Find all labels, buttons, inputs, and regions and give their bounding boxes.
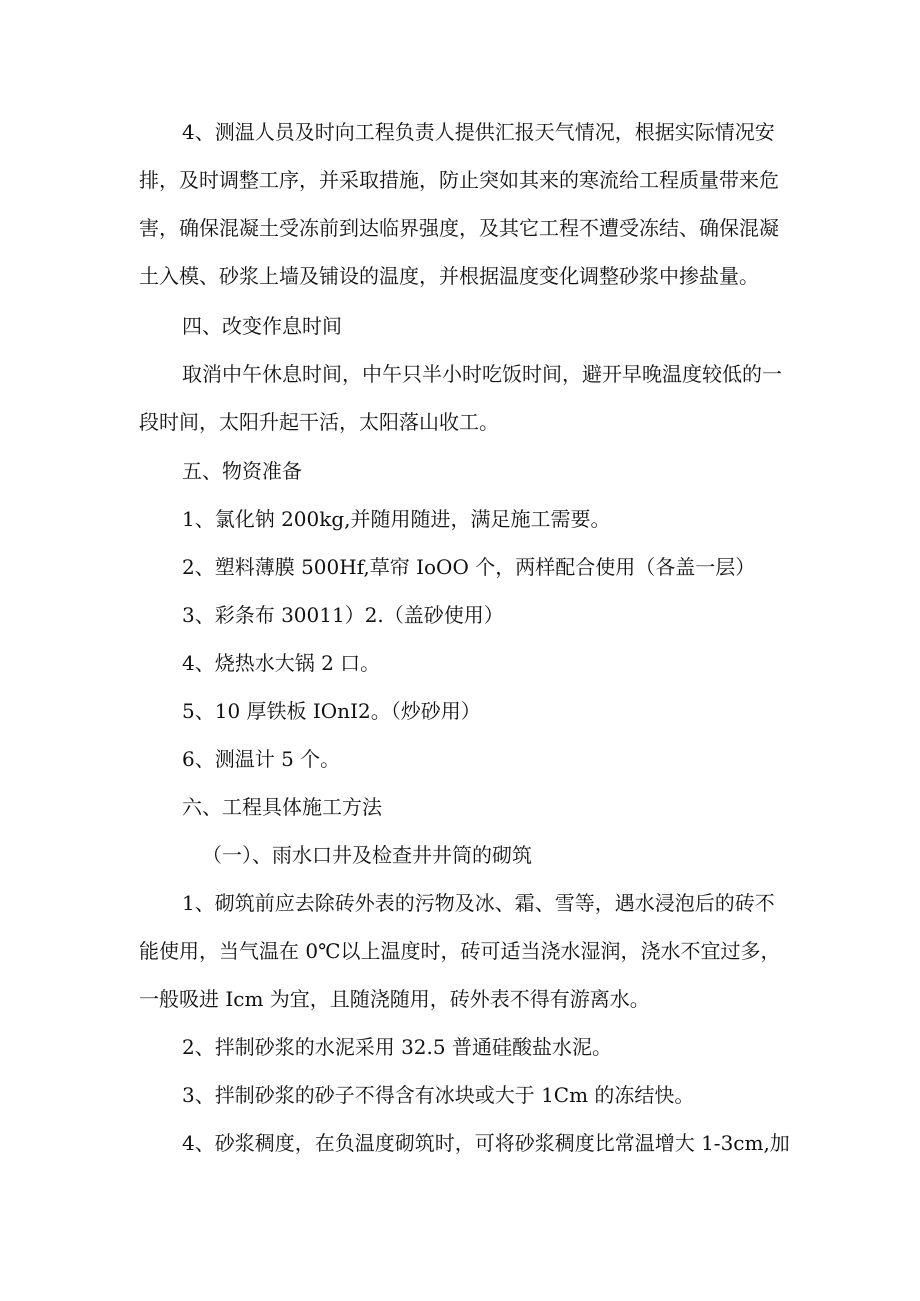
text-line: 3、拌制砂浆的砂子不得含有冰块或大于 1Cm 的冻结快。 <box>182 1083 695 1107</box>
list-item-material-5 <box>0 687 920 735</box>
list-item-material-4 <box>0 639 920 687</box>
text-line: 排，及时调整工序，并采取措施，防止突如其来的寒流给工程质量带来危 <box>139 168 779 192</box>
text-line: 一般吸进 Icm 为宜，且随浇随用，砖外表不得有游离水。 <box>139 987 650 1011</box>
text-line: 段时间，太阳升起干活，太阳落山收工。 <box>139 410 499 434</box>
text-line: 3、彩条布 30011）2.（盖砂使用） <box>182 603 504 627</box>
text-line: 2、塑料薄膜 500Hf,草帘 IoOO 个，两样配合使用（各盖一层） <box>182 555 756 579</box>
text-line: 5、10 厚铁板 IOnI2。（炒砂用） <box>182 699 481 723</box>
text-line: 土入模、砂浆上墙及铺设的温度，并根据温度变化调整砂浆中掺盐量。 <box>139 264 759 288</box>
text-line: 4、烧热水大锅 2 口。 <box>182 651 381 675</box>
heading-text: 六、工程具体施工方法 <box>182 795 382 819</box>
paragraph-step-3 <box>0 1071 920 1119</box>
text-line: 4、测温人员及时向工程负责人提供汇报天气情况，根据实际情况安 <box>182 120 775 144</box>
section-heading-schedule <box>0 302 920 350</box>
text-line: 1、砌筑前应去除砖外表的污物及冰、霜、雪等，遇水浸泡后的砖不 <box>182 891 775 915</box>
heading-text: 五、物资准备 <box>182 459 302 483</box>
text-line: 2、拌制砂浆的水泥采用 32.5 普通硅酸盐水泥。 <box>182 1035 612 1059</box>
text-line: 6、测温计 5 个。 <box>182 747 341 771</box>
paragraph-step-2 <box>0 1023 920 1071</box>
text-line: 害，确保混凝土受冻前到达临界强度，及其它工程不遭受冻结、确保混凝 <box>139 216 779 240</box>
list-item-material-3 <box>0 591 920 639</box>
subsection-heading-manhole <box>0 831 920 879</box>
text-line: 1、氯化钠 200kg,并随用随进，满足施工需要。 <box>182 507 611 531</box>
subheading-text: （一）、雨水口井及检查井井筒的砌筑 <box>202 843 532 867</box>
section-heading-materials <box>0 447 920 495</box>
list-item-material-6 <box>0 735 920 783</box>
text-line: 4、砂浆稠度，在负温度砌筑时，可将砂浆稠度比常温增大 1-3cm,加 <box>182 1131 790 1155</box>
paragraph-step-1 <box>0 879 920 1023</box>
section-heading-construction-methods <box>0 783 920 831</box>
paragraph-temperature-reporting <box>0 108 920 300</box>
list-item-material-2 <box>0 543 920 591</box>
text-line: 能使用，当气温在 0℃以上温度时，砖可适当浇水湿润，浇水不宜过多， <box>139 939 781 963</box>
text-line: 取消中午休息时间，中午只半小时吃饭时间，避开早晚温度较低的一 <box>182 362 782 386</box>
paragraph-step-4 <box>0 1119 920 1167</box>
paragraph-rest-schedule <box>0 350 920 446</box>
list-item-material-1 <box>0 495 920 543</box>
heading-text: 四、改变作息时间 <box>182 314 342 338</box>
